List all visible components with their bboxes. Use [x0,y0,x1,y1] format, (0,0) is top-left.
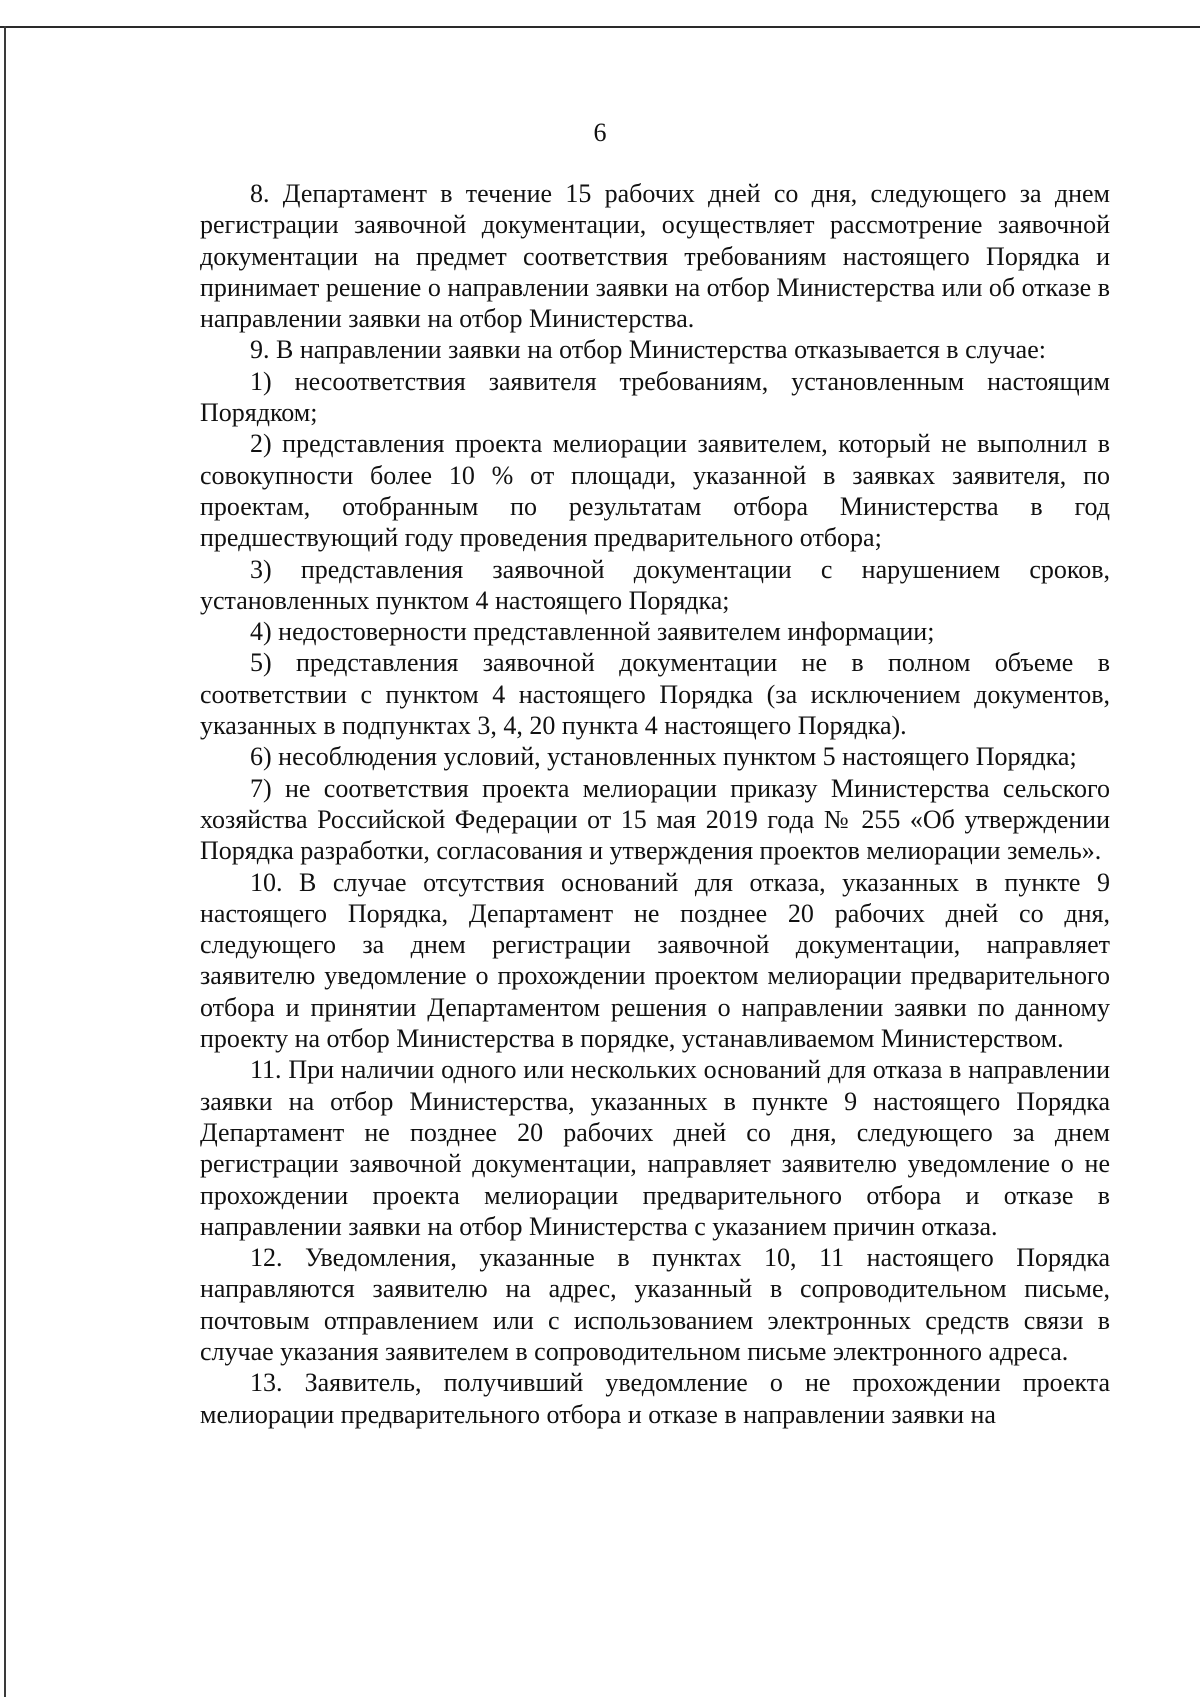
paragraph-9-item-7: 7) не соответствия проекта мелиорации приказу Министерства сельского хозяйства Российской Федерации от 15 мая 2019 года № 255 «Об утверждении Порядка разработки, согласования и утверждения проектов мелиорации земель». [200,773,1110,866]
page-number: 6 [593,118,607,147]
paragraph-9-item-6: 6) несоблюдения условий, установленных пунктом 5 настоящего Порядка; [250,742,1077,772]
paragraph-12: 12. Уведомления, указанные в пунктах 10, 11 настоящего Порядка направляются заявителю на адрес, указанный в сопроводительном письме, почтовым отправлением или с использованием электронных средств связи в случае указания заявителем в сопроводительном письме электронного адреса. [200,1243,1110,1366]
paragraph-11: 11. При наличии одного или нескольких оснований для отказа в направлении заявки на отбор Министерства, указанных в пункте 9 настоящего Порядка Департамент не позднее 20 рабочих дней со дня, следующего за днем регистрации заявочной документации, направляет заявителю уведомление о не прохождении проекта мелиорации предварительного отбора и отказе в направлении заявки на отбор Министерства с указанием причин отказа. [200,1055,1110,1241]
paragraph-9: 9. В направлении заявки на отбор Министерства отказывается в случае: [250,335,1046,365]
paragraph-9-item-4: 4) недостоверности представленной заявителем информации; [250,617,935,647]
scan-edge-left [4,26,6,1697]
paragraph-9-item-1: 1) несоответствия заявителя требованиям, установленным настоящим Порядком; [200,366,1110,428]
paragraph-9-item-5: 5) представления заявочной документации не в полном объеме в соответствии с пунктом 4 настоящего Порядка (за исключением документов, указанных в подпунктах 3, 4, 20 пункта 4 настоящего Порядка). [200,648,1110,741]
document-body [200,178,1110,1430]
paragraph-13: 13. Заявитель, получивший уведомление о не прохождении проекта мелиорации предварительного отбора и отказе в направлении заявки на [200,1368,1110,1429]
paragraph-8: 8. Департамент в течение 15 рабочих дней со дня, следующего за днем регистрации заявочной документации, осуществляет рассмотрение заявочной документации на предмет соответствия требованиям настоящего Порядка и принимает решение о направлении заявки на отбор Министерства или об отказе в направлении заявки на отбор Министерства. [200,179,1110,334]
scan-edge-top [0,26,1200,28]
paragraph-10: 10. В случае отсутствия оснований для отказа, указанных в пункте 9 настоящего Порядка, Департамент не позднее 20 рабочих дней со дня, следующего за днем регистрации заявочной документации, направляет заявителю уведомление о прохождении проектом мелиорации предварительного отбора и принятии Департаментом решения о направлении заявки по данному проекту на отбор Министерства в порядке, устанавливаемом Министерством. [200,867,1110,1054]
paragraph-9-item-3: 3) представления заявочной документации с нарушением сроков, установленных пунктом 4 настоящего Порядка; [200,554,1110,615]
paragraph-9-item-2: 2) представления проекта мелиорации заявителем, который не выполнил в совокупности более 10 % от площади, указанной в заявках заявителя, по проектам, отобранным по результатам отбора Министерства в год предшествующий году проведения предварительного отбора; [200,429,1110,553]
